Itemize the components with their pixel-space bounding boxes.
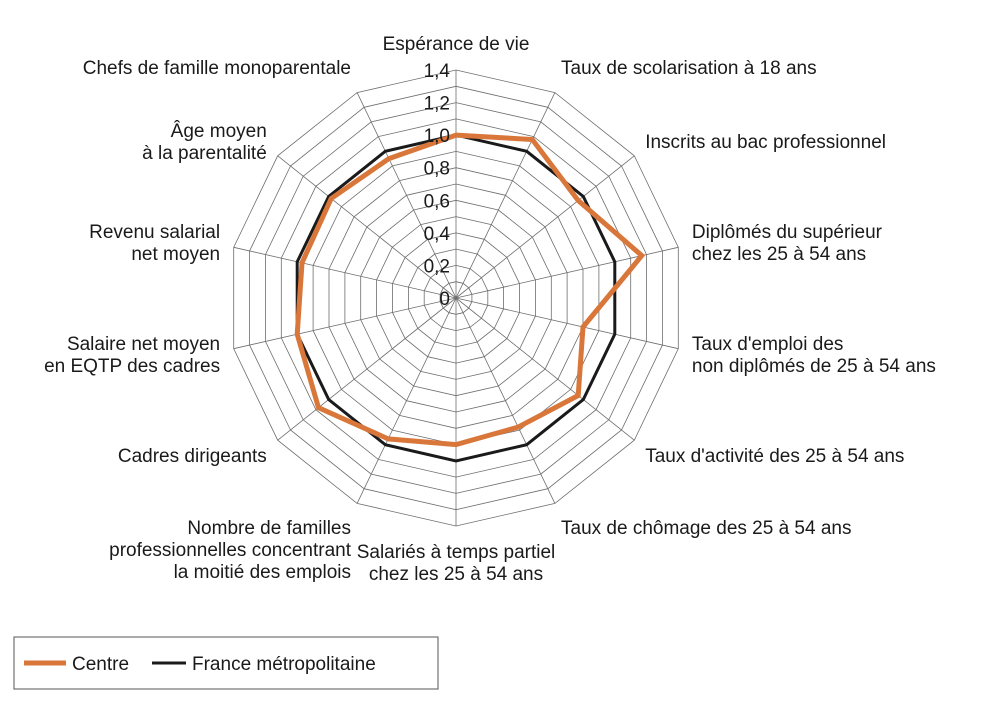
axis-label-line: net moyen (131, 243, 221, 265)
axis-label-line: Revenu salarial (89, 221, 221, 243)
tick-label: 1,4 (423, 61, 450, 82)
axis-label-line: chez les 25 à 54 ans (368, 564, 544, 585)
tick-label: 0,2 (423, 256, 450, 278)
legend (14, 637, 438, 689)
axis-label-line: chez les 25 à 54 ans (691, 243, 867, 265)
radial-tick-labels (424, 61, 451, 310)
axis-label-line: Taux d'emploi des (691, 334, 844, 356)
tick-label: 0 (439, 289, 450, 310)
axis-label (692, 334, 936, 377)
axis-label-line: Inscrits au bac professionnel (645, 131, 886, 153)
spoke-line (456, 298, 555, 503)
spoke-line (278, 298, 456, 440)
axis-label-line: Taux de scolarisation à 18 ans (561, 58, 817, 79)
axis-labels (44, 34, 936, 585)
tick-label: 0,4 (423, 223, 450, 245)
axis-label-line: Espérance de vie (382, 34, 530, 55)
axis-label-line: Nombre de familles (187, 518, 351, 539)
axis-label (118, 446, 267, 467)
tick-label: 0,6 (423, 191, 450, 213)
spoke-line (456, 298, 634, 440)
spoke-line (357, 298, 456, 503)
axis-label-line: Taux de chômage des 25 à 54 ans (561, 518, 852, 539)
axis-label (692, 222, 883, 265)
legend-label: France métropolitaine (192, 654, 376, 675)
axis-label-line: Âge moyen (170, 120, 267, 142)
tick-label: 0,8 (423, 158, 450, 180)
axis-label (645, 446, 904, 467)
axis-label (44, 334, 220, 377)
axis-label (383, 34, 530, 55)
axis-label-line: à la parentalité (142, 142, 267, 164)
axis-label-line: Salariés à temps partiel (356, 542, 556, 563)
axis-label (357, 542, 556, 585)
axis-label (561, 58, 817, 79)
axis-label (142, 120, 267, 164)
axis-label-line: non diplômés de 25 à 54 ans (691, 356, 936, 378)
spoke-line (456, 93, 555, 298)
axis-label-line: professionnelles concentrant (109, 540, 351, 561)
axis-label-line: Chefs de famille monoparentale (82, 58, 351, 79)
axis-label-line: Taux d'activité des 25 à 54 ans (645, 446, 905, 468)
axis-label (645, 132, 886, 153)
axis-label (89, 222, 220, 265)
tick-label: 1,2 (423, 93, 450, 115)
radar-series (297, 135, 642, 461)
legend-label: Centre (72, 654, 130, 675)
axis-label (561, 518, 851, 539)
axis-label-line: Cadres dirigeants (117, 446, 267, 468)
axis-label-line: en EQTP des cadres (44, 356, 221, 378)
axis-label (83, 58, 351, 79)
axis-label-line: la moitié des emplois (173, 562, 351, 583)
tick-label: 1,0 (423, 126, 450, 148)
axis-label-line: Diplômés du supérieur (691, 221, 882, 243)
axis-label-line: Salaire net moyen (66, 334, 221, 356)
axis-label (109, 518, 352, 583)
